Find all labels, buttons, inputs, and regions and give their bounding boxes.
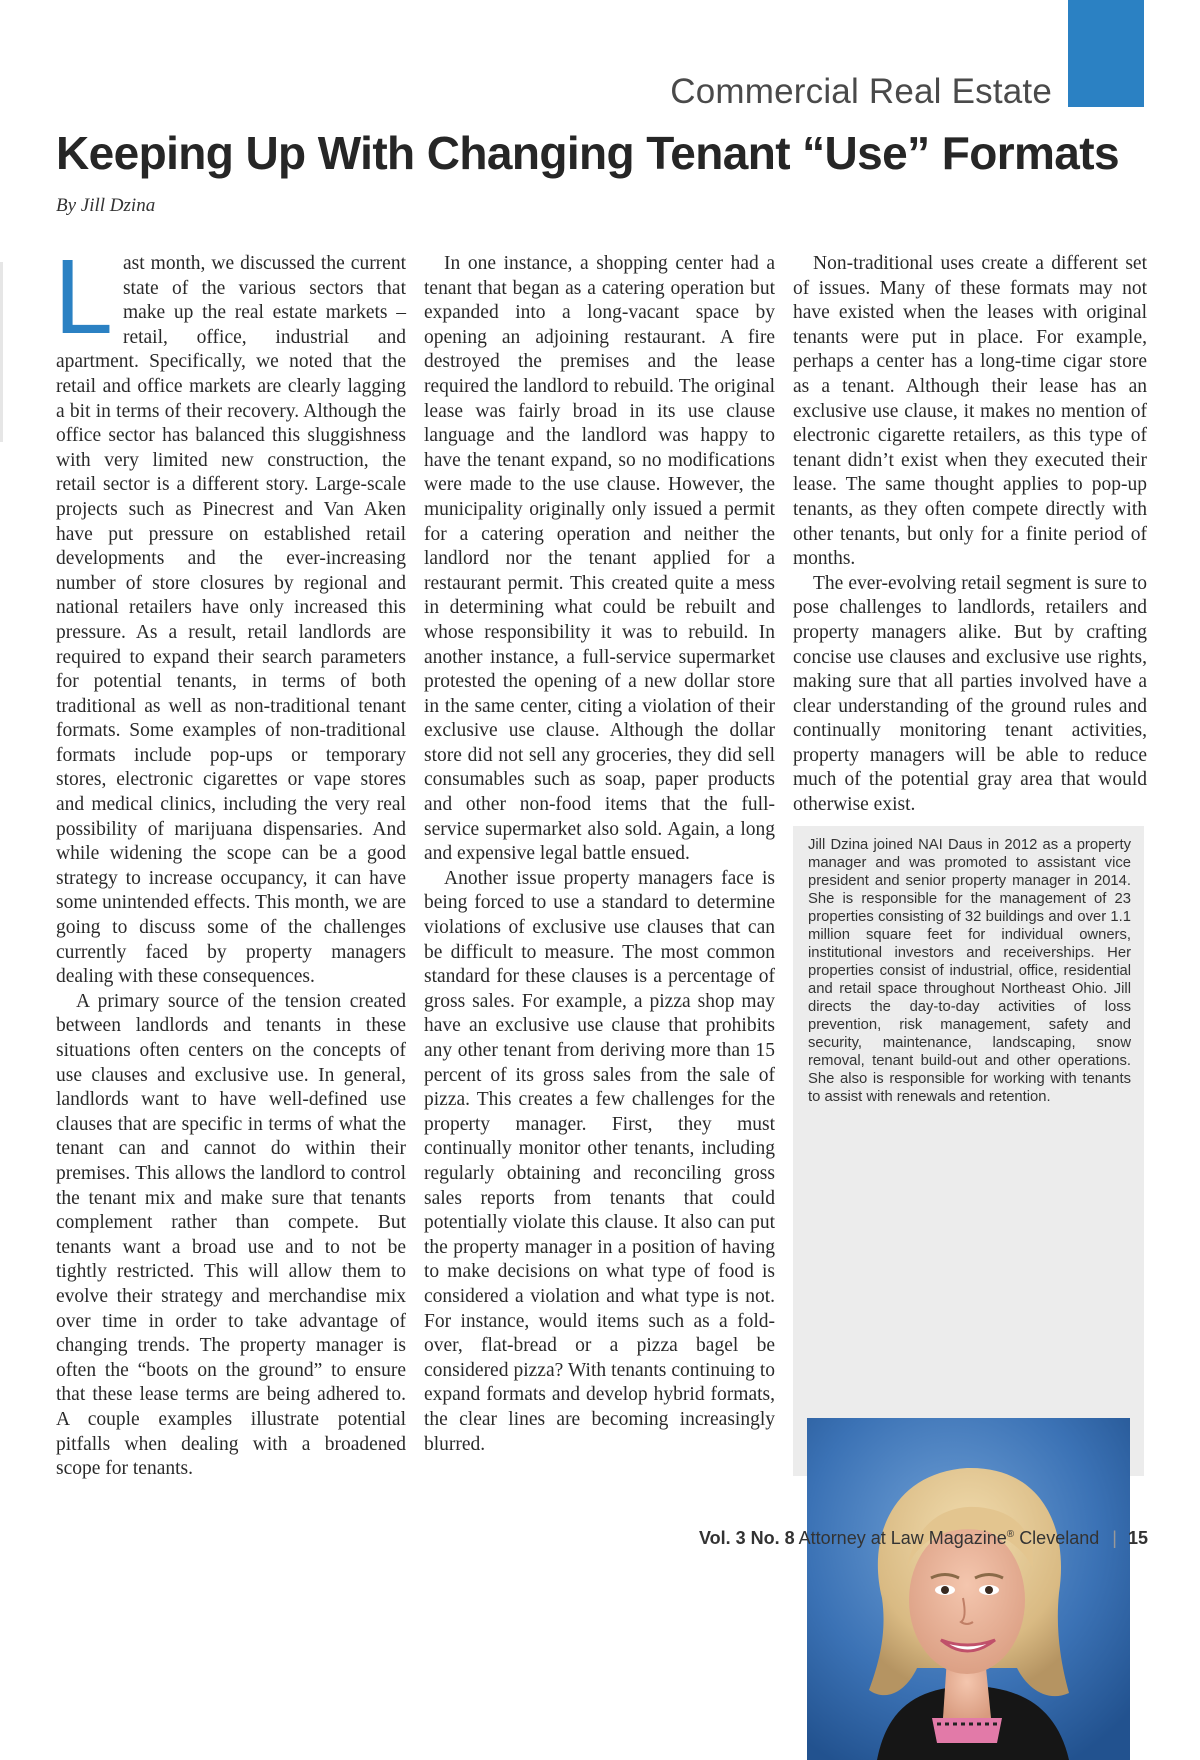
footer-volume: Vol. 3 No. 8 (698, 1528, 795, 1548)
author-bio-text: Jill Dzina joined NAI Daus in 2012 as a property manager and was promoted to assistant vice president and senior property manager in 2014. She is responsible for the management of 23 properties consisting of 32 buildings and over 1.1 million square feet for individual owners, institutional investors and receiverships. Her properties consist of industrial, office, residential and retail space throughout Northeast Ohio. Jill directs the day-to-day activities of loss prevention, risk management, safety and security, maintenance, landscaping, snow removal, tenant build-out and other operations. She also is responsible for working with tenants to assist with renewals and retention. (808, 837, 1131, 1105)
author-portrait-photo (807, 1418, 1130, 1760)
article-paragraph: A primary source of the tension created between landlords and tenants in these situations often centers on the concepts of use clauses and exclusive use. In general, landlords want to have well-defined use clauses that are specific in terms of what the tenant can and cannot do within their premises. This allows the landlord to control the tenant mix and make sure that tenants complement rather than compete. But tenants want a broad use and to not be tightly restricted. This will allow them to evolve their strategy and merchandise mix over time in order to take advantage of changing trends. The property manager is often the “boots on the ground” to ensure that these lease terms are being adhered to. A couple examples illustrate potential pitfalls when dealing with a broadened scope for tenants. (56, 990, 406, 1480)
article-paragraph: In one instance, a shopping center had a tenant that began as a catering operation but expanded into a long-vacant space by opening an adjoining restaurant. A fire destroyed the premises and the lease required the landlord to rebuild. The original lease was fairly broad in its use clause language and the landlord was happy to have the tenant expand, so no modifications were made to the use clause. However, the municipality originally only issued a permit for a catering operation and neither the landlord nor the tenant applied for a restaurant permit. This created quite a mess in determining what could be rebuilt and whose responsibility it was to rebuild. In another instance, a full-service supermarket protested the opening of a new dollar store in the same center, citing a violation of their exclusive use clause. Although the dollar store did not sell any groceries, they did sell consumables such as soap, paper products and other non-food items that the full-service supermarket also sold. Again, a long and expensive legal battle ensued. (424, 253, 775, 865)
article-column-2 (424, 252, 775, 1457)
page-edge-mark (0, 262, 3, 442)
article-paragraph: The ever-evolving retail segment is sure to pose challenges to landlords, retailers and property managers alike. But by crafting concise use clauses and exclusive use rights, making sure that all parties involved have a clear understanding of the ground rules and continually monitoring tenant activities, property managers will be able to reduce much of the potential gray area that would otherwise exist. (793, 572, 1147, 816)
article-headline: Keeping Up With Changing Tenant “Use” Formats (56, 127, 1119, 179)
section-accent-bar (1068, 0, 1144, 107)
page-footer (699, 1528, 1148, 1549)
article-paragraph (54, 238, 406, 990)
article-paragraph: Non-traditional uses create a different set of issues. Many of these formats may not have existed when the leases with original tenants were put in place. For example, perhaps a center has a long-time cigar store as a tenant. Although their lease has an exclusive use clause, it makes no mention of electronic cigarette retailers, as this type of tenant didn’t exist when they executed their lease. The same thought applies to pop-up tenants, as they often compete directly with other tenants, but only for a finite period of months. (793, 253, 1147, 570)
article-column-1 (54, 238, 406, 1482)
article-paragraph: Another issue property managers face is being forced to use a standard to determine violations of exclusive use clauses that can be difficult to measure. The most common standard for these clauses is a percentage of gross sales. For example, a pizza shop may have an exclusive use clause that prohibits any other tenant from deriving more than 15 percent of its gross sales from the sale of pizza. This creates a few challenges for the property manager. First, they must continually monitor other tenants, including regularly obtaining and reconciling gross sales reports from tenants that could potentially violate this clause. It also can put the property manager in a position of having to make decisions on what type of food is considered a violation and what type is not. For instance, would items such as a fold-over, flat-bread or a pizza bagel be considered pizza? With tenants continuing to expand formats and develop hybrid formats, the clear lines are becoming increasingly blurred. (424, 867, 775, 1455)
page-number: 15 (1127, 1528, 1148, 1548)
author-bio-box (793, 826, 1144, 1476)
footer-registered-mark: ® (1006, 1529, 1015, 1540)
footer-city: Cleveland (1019, 1528, 1100, 1548)
article-column-3 (793, 252, 1147, 818)
footer-magazine-name: Attorney at Law Magazine (798, 1528, 1007, 1548)
article-byline: By Jill Dzina (56, 195, 156, 216)
section-label: Commercial Real Estate (670, 72, 1052, 111)
footer-separator: | (1112, 1528, 1117, 1548)
paragraph-text: ast month, we discussed the current state of the various sectors that make up the real estate markets – retail, office, industrial and apartment. Specifically, we noted that the retail and office markets are clearly lagging a bit in terms of their recovery. Although the office sector has balanced this sluggishness with very limited new construction, the retail sector is a different story. Large-scale projects such as Pinecrest and Van Aken have put pressure on established retail developments and the ever-increasing number of store closures by regional and national retailers have only increased this pressure. As a result, retail landlords are required to expand their search parameters for potential tenants, in terms of both traditional as well as non-traditional tenant formats. Some examples of non-traditional formats include pop-ups or temporary stores, electronic cigarettes or vape stores and medical clinics, including the very real possibility of marijuana dispensaries. And while widening the scope can be a good strategy to increase occupancy, it can have some unintended effects. This month, we are going to discuss some of the challenges currently faced by property managers dealing with these consequences. (56, 253, 406, 988)
drop-cap: L (54, 238, 113, 356)
